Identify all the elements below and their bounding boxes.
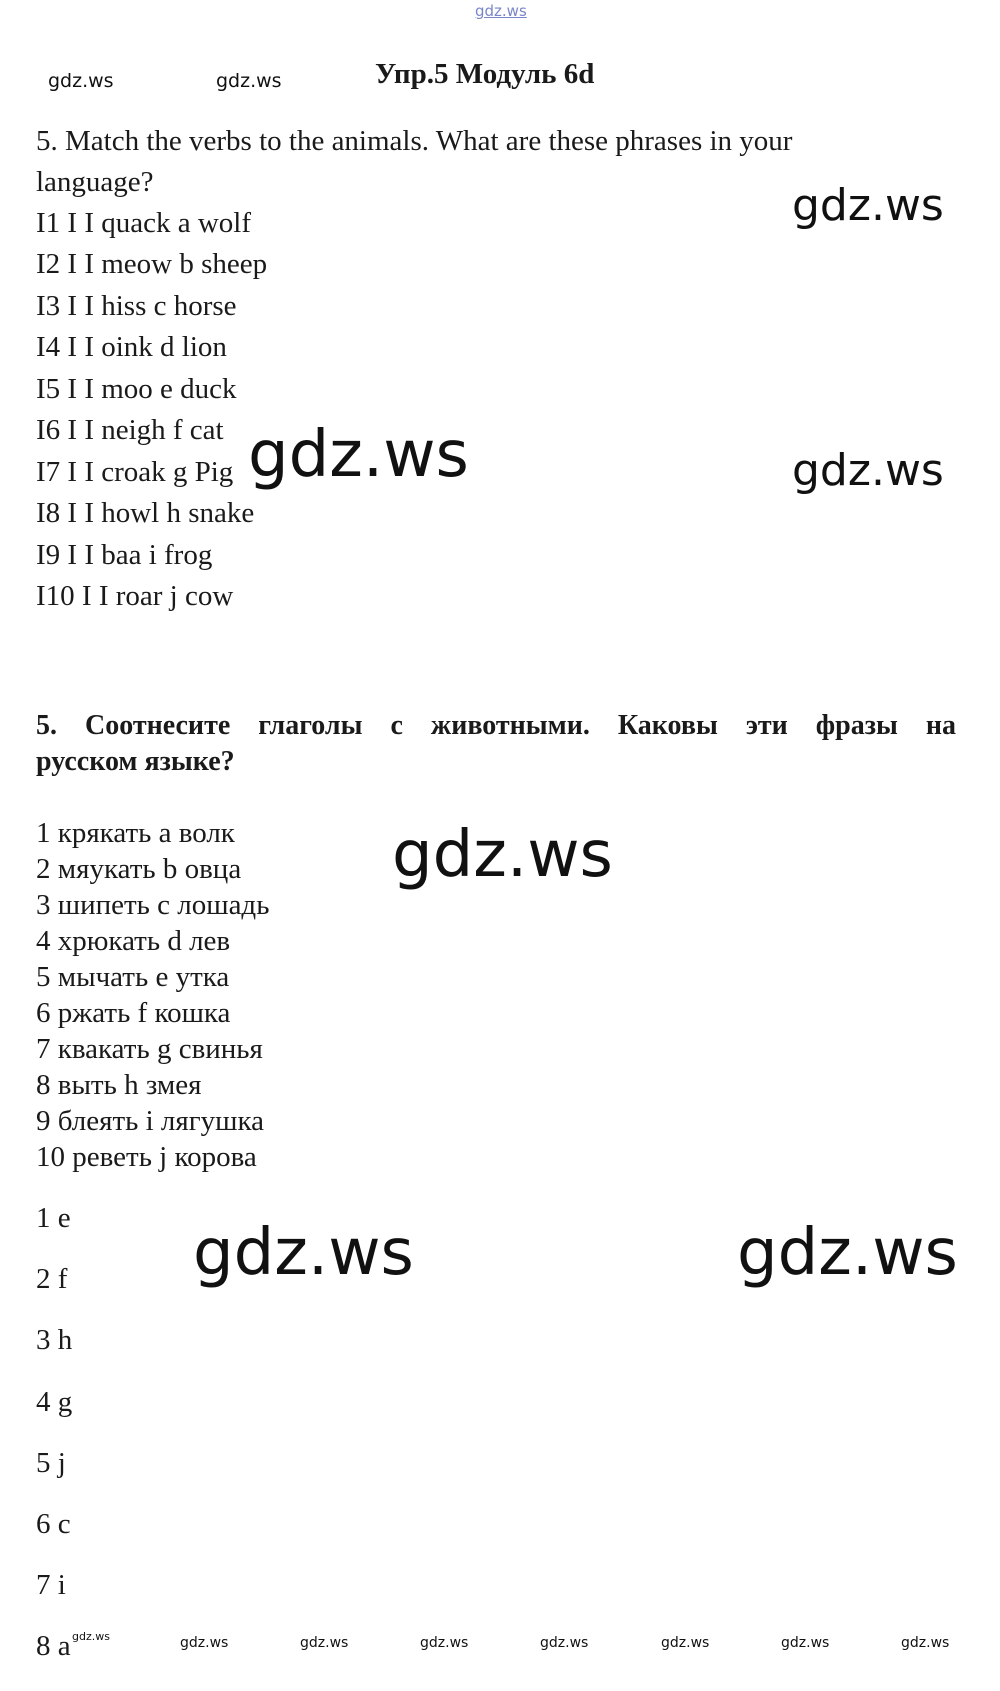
russian-item-5: 5 мычать e утка bbox=[36, 961, 230, 993]
answer-4: 4 g bbox=[36, 1386, 73, 1418]
english-item-2: I2 I I meow b sheep bbox=[36, 248, 268, 280]
answer-3: 3 h bbox=[36, 1324, 73, 1356]
russian-prompt-line-2: русском языке? bbox=[36, 746, 235, 777]
answer-2: 2 f bbox=[36, 1263, 68, 1295]
watermark-footer-1: gdz.ws bbox=[180, 1635, 229, 1651]
english-item-4: I4 I I oink d lion bbox=[36, 331, 227, 363]
watermark-footer-5: gdz.ws bbox=[661, 1635, 710, 1651]
watermark-header-left-1: gdz.ws bbox=[48, 70, 114, 92]
russian-item-2: 2 мяукать b овца bbox=[36, 853, 242, 885]
page-title: Упр.5 Модуль 6d bbox=[375, 58, 595, 90]
russian-item-3: 3 шипеть c лошадь bbox=[36, 889, 270, 921]
russian-item-8: 8 выть h змея bbox=[36, 1069, 202, 1101]
watermark-footer-7: gdz.ws bbox=[901, 1635, 950, 1651]
watermark-top: gdz.ws bbox=[475, 2, 527, 20]
watermark-header-left-2: gdz.ws bbox=[216, 70, 282, 92]
russian-item-7: 7 квакать g свинья bbox=[36, 1033, 263, 1065]
watermark-right-2: gdz.ws bbox=[792, 445, 944, 496]
english-item-1: I1 I I quack a wolf bbox=[36, 207, 251, 239]
english-item-6: I6 I I neigh f cat bbox=[36, 414, 224, 446]
answer-5: 5 j bbox=[36, 1447, 66, 1479]
answer-6: 6 c bbox=[36, 1508, 71, 1540]
russian-item-4: 4 хрюкать d лев bbox=[36, 925, 231, 957]
english-prompt-line-1: 5. Match the verbs to the animals. What are these phrases in your bbox=[36, 125, 793, 157]
english-item-9: I9 I I baa i frog bbox=[36, 539, 213, 571]
english-item-7: I7 I I croak g Pig bbox=[36, 456, 234, 488]
watermark-footer-3: gdz.ws bbox=[420, 1635, 469, 1651]
russian-item-1: 1 крякать a волк bbox=[36, 817, 235, 849]
watermark-bottom-left-big: gdz.ws bbox=[193, 1216, 414, 1290]
answer-1: 1 e bbox=[36, 1202, 71, 1234]
watermark-footer-tiny: gdz.ws bbox=[72, 1630, 110, 1643]
russian-item-10: 10 реветь j корова bbox=[36, 1141, 257, 1173]
english-item-8: I8 I I howl h snake bbox=[36, 497, 255, 529]
russian-item-6: 6 ржать f кошка bbox=[36, 997, 231, 1029]
watermark-footer-6: gdz.ws bbox=[781, 1635, 830, 1651]
watermark-bottom-right-big: gdz.ws bbox=[737, 1216, 958, 1290]
english-item-10: I10 I I roar j cow bbox=[36, 580, 234, 612]
watermark-footer-4: gdz.ws bbox=[540, 1635, 589, 1651]
english-item-3: I3 I I hiss c horse bbox=[36, 290, 237, 322]
english-item-5: I5 I I moo e duck bbox=[36, 373, 237, 405]
watermark-center-2: gdz.ws bbox=[392, 818, 613, 892]
answer-8: 8 a bbox=[36, 1630, 71, 1662]
english-prompt-line-2: language? bbox=[36, 166, 154, 198]
watermark-center-1: gdz.ws bbox=[248, 418, 469, 492]
russian-prompt-line-1: 5. Соотнесите глаголы с животными. Каковы эти фразы на bbox=[36, 710, 956, 741]
russian-item-9: 9 блеять i лягушка bbox=[36, 1105, 264, 1137]
watermark-right-1: gdz.ws bbox=[792, 180, 944, 231]
watermark-footer-2: gdz.ws bbox=[300, 1635, 349, 1651]
answer-7: 7 i bbox=[36, 1569, 66, 1601]
